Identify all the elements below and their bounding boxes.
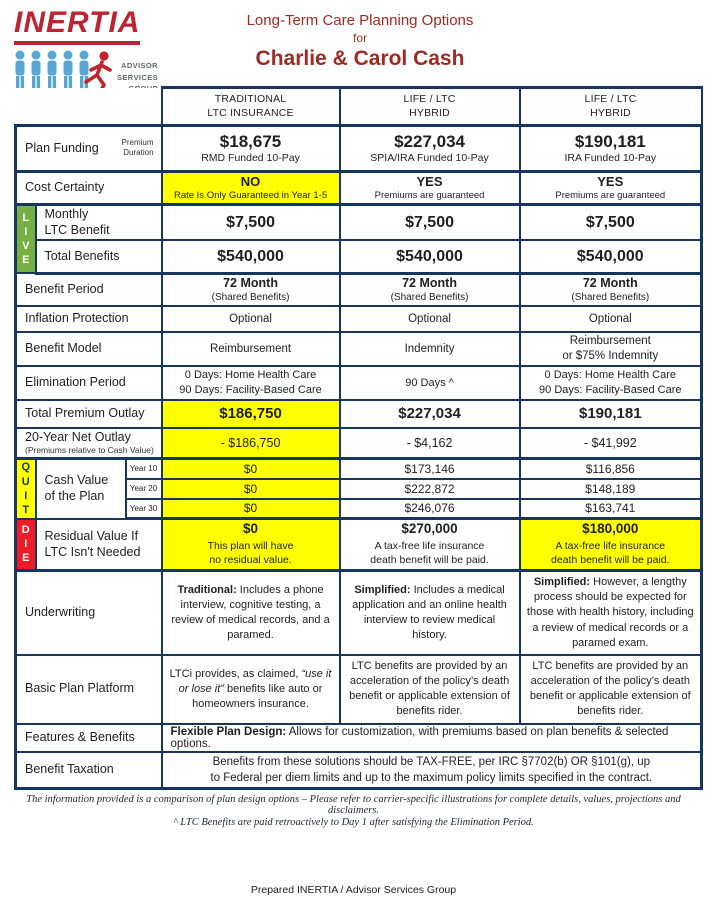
cash-value-cell: $148,189 <box>520 479 702 499</box>
taxation-cell: Benefits from these solutions should be TAX-FREE, per IRC §7702(b) OR §101(g), up to Federal per diem limits and up to the maximum policy limits specified in the contract. <box>162 752 702 789</box>
residual-value-cell: $270,000 A tax-free life insurance death benefit will be paid. <box>340 519 520 571</box>
cost-certainty-cell: YES Premiums are guaranteed <box>520 172 702 205</box>
plan-platform-cell: LTCi provides, as claimed, “use it or lose it” benefits like auto or homeowners insurance. <box>162 655 340 724</box>
taxation-row <box>16 752 702 789</box>
monthly-benefit-cell: $7,500 <box>520 205 702 241</box>
row-label: Benefit Taxation <box>16 752 162 789</box>
elimination-cell: 0 Days: Home Health Care 90 Days: Facility-Based Care <box>520 366 702 400</box>
row-label: Benefit Model <box>16 332 162 366</box>
residual-value-row <box>16 519 702 571</box>
plan-platform-row <box>16 655 702 724</box>
elimination-footnote: ^ LTC Benefits are paid retroactively to Day 1 after satisfying the Elimination Period. <box>173 817 534 828</box>
premium-outlay-cell: $227,034 <box>340 400 520 428</box>
elimination-cell: 90 Days ^ <box>340 366 520 400</box>
inflation-cell: Optional <box>340 306 520 332</box>
features-cell: Flexible Plan Design: Allows for customization, with premiums based on plan benefits & selected options. <box>162 724 702 752</box>
benefit-period-cell: 72 Month (Shared Benefits) <box>340 273 520 306</box>
die-vertical-label: DIE <box>16 519 36 571</box>
comparison-table <box>14 86 703 790</box>
inflation-cell: Optional <box>520 306 702 332</box>
cash-value-cell: $0 <box>162 499 340 519</box>
net-outlay-cell: - $186,750 <box>162 428 340 459</box>
row-sublabel: (Premiums relative to Cash Value) <box>25 445 154 456</box>
premium-outlay-row <box>16 400 702 428</box>
disclaimer-footnote: The information provided is a comparison of plan design options – Please refer to carrier-specific illustrations for complete details, values, projections and disclaimers. <box>26 794 681 816</box>
duration-sublabel: Duration <box>123 148 154 157</box>
plan-platform-cell: LTC benefits are provided by an acceleration of the policy’s death benefit or applicable extension of benefits rider. <box>340 655 520 724</box>
cash-value-cell: $0 <box>162 479 340 499</box>
residual-value-cell: $0 This plan will have no residual value. <box>162 519 340 571</box>
underwriting-cell: Simplified: Includes a medical application and an online health interview to review medical history. <box>340 571 520 655</box>
cash-value-cell: $246,076 <box>340 499 520 519</box>
plan-funding-cell: $190,181 IRA Funded 10-Pay <box>520 126 702 172</box>
cash-value-cell: $0 <box>162 459 340 479</box>
benefit-model-cell: Reimbursement or $75% Indemnity <box>520 332 702 366</box>
total-benefits-row <box>16 240 702 273</box>
elimination-cell: 0 Days: Home Health Care 90 Days: Facility-Based Care <box>162 366 340 400</box>
column-header-hybrid-2: LIFE / LTC HYBRID <box>520 88 702 126</box>
plan-funding-label-cell <box>16 126 162 172</box>
quit-vertical-label: QUIT <box>16 459 36 519</box>
header-row <box>16 88 702 126</box>
monthly-benefit-cell: $7,500 <box>162 205 340 241</box>
row-label: Residual Value If LTC Isn't Needed <box>36 519 162 571</box>
benefit-period-row <box>16 273 702 306</box>
premium-outlay-cell: $190,181 <box>520 400 702 428</box>
title-line2: for <box>352 31 367 45</box>
row-label: Inflation Protection <box>16 306 162 332</box>
row-label: Cash Value of the Plan <box>36 459 126 519</box>
inflation-cell: Optional <box>162 306 340 332</box>
cash-value-cell: $163,741 <box>520 499 702 519</box>
row-label: Cost Certainty <box>16 172 162 205</box>
cost-certainty-cell: NO Rate Is Only Guaranteed in Year 1-5 <box>162 172 340 205</box>
row-label: Elimination Period <box>16 366 162 400</box>
row-label: Features & Benefits <box>16 724 162 752</box>
row-label: Total Benefits <box>36 240 162 273</box>
plan-funding-row <box>16 126 702 172</box>
title-line1: Long-Term Care Planning Options <box>246 12 474 29</box>
benefit-model-row <box>16 332 702 366</box>
total-benefits-cell: $540,000 <box>162 240 340 273</box>
row-label: Benefit Period <box>16 273 162 306</box>
row-label: Total Premium Outlay <box>16 400 162 428</box>
row-label: Basic Plan Platform <box>16 655 162 724</box>
premium-sublabel: Premium <box>121 138 154 147</box>
premium-outlay-cell: $186,750 <box>162 400 340 428</box>
underwriting-row <box>16 571 702 655</box>
plan-funding-cell: $227,034 SPIA/IRA Funded 10-Pay <box>340 126 520 172</box>
row-label: Underwriting <box>16 571 162 655</box>
plan-platform-cell: LTC benefits are provided by an acceleration of the policy’s death benefit or applicable extension of benefits rider. <box>520 655 702 724</box>
header-spacer <box>16 88 162 126</box>
plan-funding-cell: $18,675 RMD Funded 10-Pay <box>162 126 340 172</box>
row-label: Plan Funding <box>25 140 99 155</box>
row-label: 20-Year Net Outlay <box>25 429 131 444</box>
prepared-by-line: Prepared INERTIA / Advisor Services Group <box>250 884 457 896</box>
title-line3: Charlie & Carol Cash <box>255 47 465 70</box>
page-title <box>160 12 560 71</box>
column-header-traditional: TRADITIONAL LTC INSURANCE <box>162 88 340 126</box>
cost-certainty-row <box>16 172 702 205</box>
cash-value-row-y10 <box>16 459 702 479</box>
features-row <box>16 724 702 752</box>
net-outlay-cell: - $4,162 <box>340 428 520 459</box>
net-outlay-label-cell <box>16 428 162 459</box>
cash-value-cell: $222,872 <box>340 479 520 499</box>
net-outlay-row <box>16 428 702 459</box>
row-label: Monthly LTC Benefit <box>36 205 162 241</box>
total-benefits-cell: $540,000 <box>520 240 702 273</box>
column-header-hybrid-1: LIFE / LTC HYBRID <box>340 88 520 126</box>
year-10-sublabel: Year 10 <box>126 459 162 479</box>
inflation-row <box>16 306 702 332</box>
net-outlay-cell: - $41,992 <box>520 428 702 459</box>
benefit-model-cell: Reimbursement <box>162 332 340 366</box>
benefit-period-cell: 72 Month (Shared Benefits) <box>520 273 702 306</box>
underwriting-cell: Simplified: However, a lengthy process should be expected for those with health history, including a review of medical records or a paramed exam. <box>520 571 702 655</box>
benefit-period-cell: 72 Month (Shared Benefits) <box>162 273 340 306</box>
cash-value-cell: $116,856 <box>520 459 702 479</box>
total-benefits-cell: $540,000 <box>340 240 520 273</box>
live-vertical-label: LIVE <box>16 205 36 274</box>
underwriting-cell: Traditional: Includes a phone interview, cognitive testing, a review of medical records, and a paramed. <box>162 571 340 655</box>
residual-value-cell: $180,000 A tax-free life insurance death benefit will be paid. <box>520 519 702 571</box>
cost-certainty-cell: YES Premiums are guaranteed <box>340 172 520 205</box>
year-20-sublabel: Year 20 <box>126 479 162 499</box>
logo-tagline: ADVISOR SERVICES <box>117 61 158 82</box>
benefit-model-cell: Indemnity <box>340 332 520 366</box>
elimination-row <box>16 366 702 400</box>
logo-brand-text: INERTIA <box>14 8 140 45</box>
year-30-sublabel: Year 30 <box>126 499 162 519</box>
cash-value-cell: $173,146 <box>340 459 520 479</box>
monthly-benefit-row <box>16 205 702 241</box>
monthly-benefit-cell: $7,500 <box>340 205 520 241</box>
